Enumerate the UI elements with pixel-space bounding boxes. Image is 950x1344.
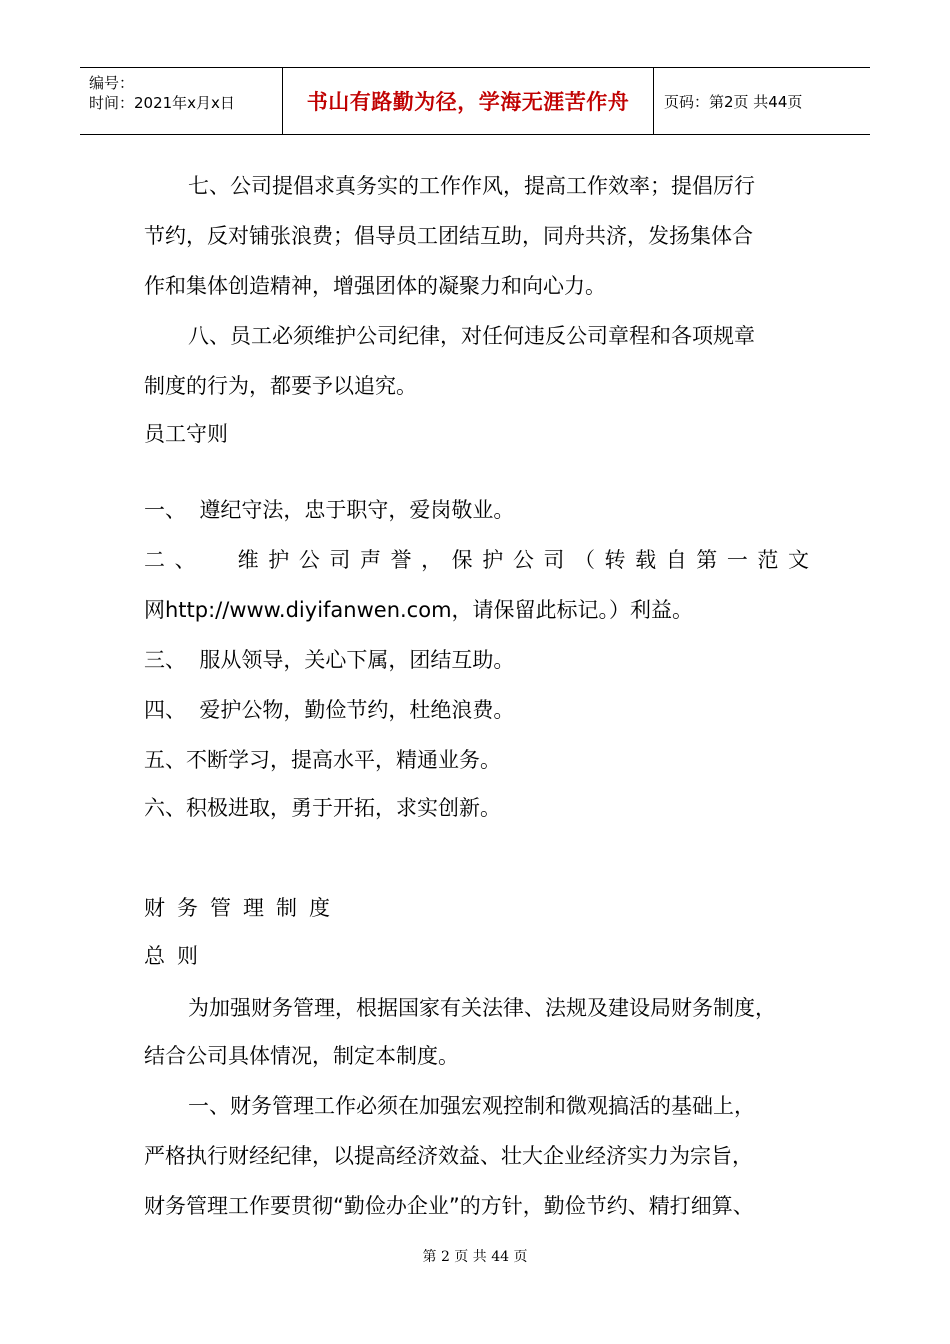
document-time-label: 时间：2021年x月x日	[89, 94, 235, 112]
header-meta	[80, 68, 282, 134]
list-item: 三、 服从领导，关心下属，团结互助。	[144, 648, 515, 672]
paragraph-line: 节约，反对铺张浪费；倡导员工团结互助，同舟共济，发扬集体合	[144, 224, 753, 248]
list-item: 四、 爱护公物，勤俭节约，杜绝浪费。	[144, 698, 515, 722]
section-subtitle: 总则	[144, 944, 210, 968]
page-footer: 第 2 页 共 44 页	[422, 1249, 528, 1265]
paragraph-line: 一、财务管理工作必须在加强宏观控制和微观搞活的基础上，	[188, 1094, 755, 1118]
paragraph-line: 制度的行为，都要予以追究。	[144, 374, 417, 398]
header-motto: 书山有路勤为径，学海无涯苦作舟	[306, 90, 630, 114]
paragraph-line: 七、公司提倡求真务实的工作作风，提高工作效率；提倡厉行	[188, 174, 755, 198]
paragraph-line: 作和集体创造精神，增强团体的凝聚力和向心力。	[144, 274, 606, 298]
document-number-label: 编号：	[89, 74, 135, 92]
list-item: 一、 遵纪守法，忠于职守，爱岗敬业。	[144, 498, 515, 522]
list-item: 五、不断学习，提高水平，精通业务。	[144, 748, 501, 772]
section-title: 财务管理制度	[144, 896, 342, 920]
page-code-text: 页码：第2页 共44页	[664, 92, 803, 111]
header-motto-cell	[282, 68, 654, 134]
paragraph-line: 结合公司具体情况，制定本制度。	[144, 1044, 459, 1068]
paragraph-line: 严格执行财经纪律，以提高经济效益、壮大企业经济实力为宗旨，	[144, 1144, 753, 1168]
section-heading: 员工守则	[144, 422, 228, 446]
list-item-continuation: 网http://www.diyifanwen.com，请保留此标记。）利益。	[144, 598, 694, 622]
page-header	[80, 67, 870, 135]
list-item: 六、积极进取，勇于开拓，求实创新。	[144, 796, 501, 820]
paragraph-line: 为加强财务管理，根据国家有关法律、法规及建设局财务制度，	[188, 996, 776, 1020]
list-item: 二、 维护公司声誉，保护公司（转载自第一范文	[144, 548, 809, 572]
paragraph-line: 财务管理工作要贯彻“勤俭办企业”的方针，勤俭节约、精打细算、	[144, 1194, 754, 1218]
paragraph-line: 八、员工必须维护公司纪律，对任何违反公司章程和各项规章	[188, 324, 755, 348]
header-page-code	[654, 68, 870, 134]
